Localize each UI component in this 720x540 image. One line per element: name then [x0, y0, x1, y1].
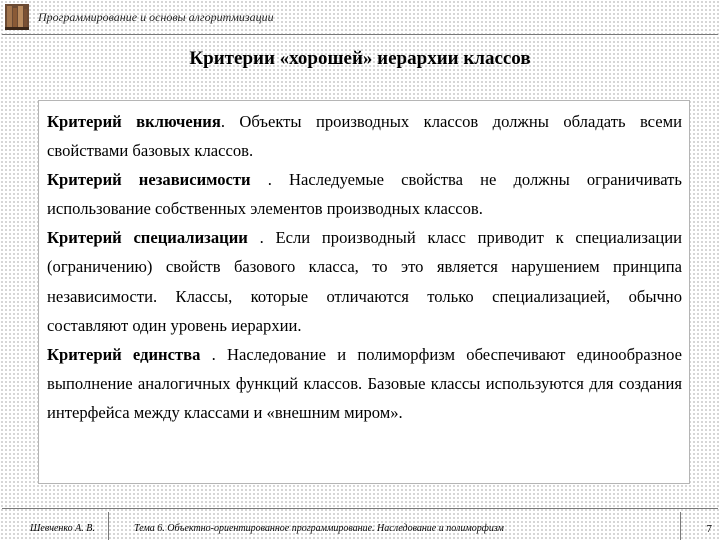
- books-logo-icon: [2, 2, 32, 32]
- footer-author: Шевченко А. В.: [30, 523, 95, 534]
- criterion-text: . Объекты производных классов должны обладать всеми свойствами базовых классов.: [47, 112, 682, 161]
- criterion-specialization: [47, 223, 682, 339]
- footer-separator: [108, 512, 109, 540]
- footer-divider: [2, 508, 718, 509]
- footer-separator: [680, 512, 681, 540]
- footer-topic: Тема 6. Объектно-ориентированное программирование. Наследование и полиморфизм: [134, 523, 504, 534]
- criterion-text: . Наследуемые свойства не должны ограничивать использование собственных элементов производных классов.: [47, 170, 683, 219]
- course-title: Программирование и основы алгоритмизации: [38, 10, 274, 24]
- criterion-text: . Наследование и полиморфизм обеспечивают единообразное выполнение аналогичных функций классов. Базовые классы используются для создания интерфейса между классами и «внешним миром».: [47, 344, 682, 422]
- header-divider: [2, 34, 718, 35]
- criterion-independence: [47, 165, 682, 223]
- criterion-term: Критерий независимости: [47, 170, 251, 190]
- page-number: 7: [706, 523, 712, 535]
- criterion-unity: [47, 340, 682, 427]
- criterion-term: Критерий специализации: [47, 228, 248, 248]
- criterion-text: . Если производный класс приводит к специализации (ограничению) свойств базового класса, то это является нарушением принципа независимости. Классы, которые отличаются только специализацией, обычно составляют один уровень иерархии.: [47, 228, 682, 335]
- criterion-term: Критерий включения: [47, 112, 221, 131]
- slide-header: [0, 0, 720, 36]
- criterion-term: Критерий единства: [47, 344, 201, 364]
- slide-footer: [0, 508, 720, 540]
- criteria-content-box: [38, 100, 690, 484]
- slide-title: Критерии «хорошей» иерархии классов: [189, 48, 531, 69]
- criterion-inclusion: [47, 107, 682, 165]
